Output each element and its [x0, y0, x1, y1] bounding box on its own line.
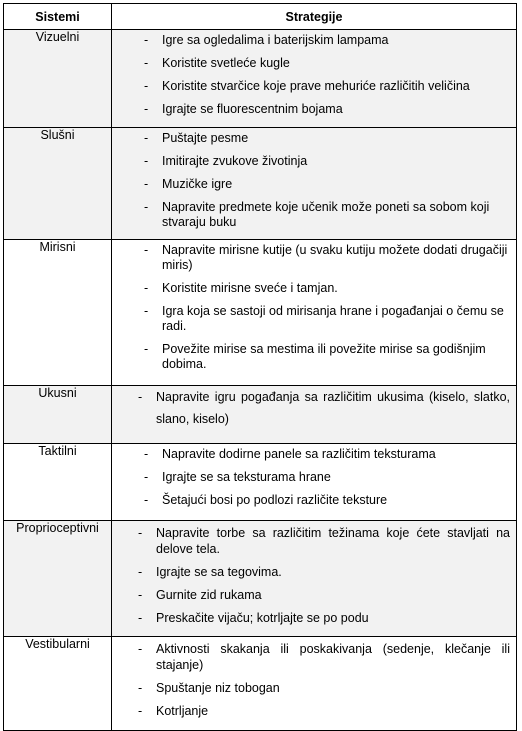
strategies-table	[3, 3, 517, 731]
strategy-list	[112, 33, 516, 117]
system-name: Ukusni	[4, 386, 112, 444]
list-item: - Napravite dodirne panele sa različitim teksturama	[112, 447, 516, 462]
strategy-cell	[112, 128, 517, 240]
list-item: - Puštajte pesme	[112, 131, 516, 146]
table-row-slusni	[4, 128, 517, 240]
list-item: - Gurnite zid rukama	[112, 587, 516, 603]
list-item: - Kotrljanje	[112, 703, 516, 719]
strategy-cell	[112, 637, 517, 731]
list-item: - Igra koja se sastoji od mirisanja hrane i pogađanjai o čemu se radi.	[112, 304, 516, 334]
list-item: - Spuštanje niz tobogan	[112, 680, 516, 696]
list-item: - Igrajte se sa tegovima.	[112, 564, 516, 580]
strategy-list	[112, 447, 516, 508]
list-item: - Koristite svetleće kugle	[112, 56, 516, 71]
list-item: - Napravite torbe sa različitim težinama koje ćete stavljati na delove tela.	[112, 525, 516, 557]
list-item: - Koristite stvarčice koje prave mehuriće različitih veličina	[112, 79, 516, 94]
table-row-ukusni	[4, 386, 517, 444]
system-name: Proprioceptivni	[4, 521, 112, 637]
strategy-list	[112, 525, 516, 626]
header-strategije: Strategije	[112, 4, 517, 30]
system-name: Mirisni	[4, 240, 112, 386]
list-item: - Napravite igru pogađanja sa različitim ukusima (kiselo, slatko, slano, kiselo)	[112, 386, 516, 430]
list-item: - Napravite predmete koje učenik može poneti sa sobom koji stvaraju buku	[112, 200, 516, 230]
list-item: - Povežite mirise sa mestima ili povežite mirise sa godišnjim dobima.	[112, 342, 516, 372]
list-item: - Napravite mirisne kutije (u svaku kutiju možete dodati drugačiji miris)	[112, 243, 516, 273]
table-row-vizuelni	[4, 30, 517, 128]
system-name: Vizuelni	[4, 30, 112, 128]
strategy-cell	[112, 240, 517, 386]
system-name: Slušni	[4, 128, 112, 240]
list-item: - Šetajući bosi po podlozi različite teksture	[112, 493, 516, 508]
strategy-list	[112, 243, 516, 372]
list-item: - Aktivnosti skakanja ili poskakivanja (sedenje, klečanje ili stajanje)	[112, 641, 516, 673]
list-item: - Muzičke igre	[112, 177, 516, 192]
header-sistemi: Sistemi	[4, 4, 112, 30]
list-item: - Igrajte se fluorescentnim bojama	[112, 102, 516, 117]
list-item: - Igre sa ogledalima i baterijskim lampama	[112, 33, 516, 48]
system-name: Taktilni	[4, 444, 112, 521]
strategy-cell	[112, 521, 517, 637]
list-item: - Preskačite vijaču; kotrljajte se po podu	[112, 610, 516, 626]
list-item: - Imitirajte zvukove životinja	[112, 154, 516, 169]
list-item: - Koristite mirisne sveće i tamjan.	[112, 281, 516, 296]
table-row-proprioceptivni	[4, 521, 517, 637]
table-row-taktilni	[4, 444, 517, 521]
strategy-cell	[112, 30, 517, 128]
table-row-mirisni	[4, 240, 517, 386]
table-row-vestibularni	[4, 637, 517, 731]
system-name: Vestibularni	[4, 637, 112, 731]
table-header-row	[4, 4, 517, 30]
list-item: - Igrajte se sa teksturama hrane	[112, 470, 516, 485]
strategy-list	[112, 641, 516, 719]
strategy-list	[112, 131, 516, 230]
strategy-cell	[112, 386, 517, 444]
strategy-list	[112, 386, 516, 430]
strategy-cell	[112, 444, 517, 521]
